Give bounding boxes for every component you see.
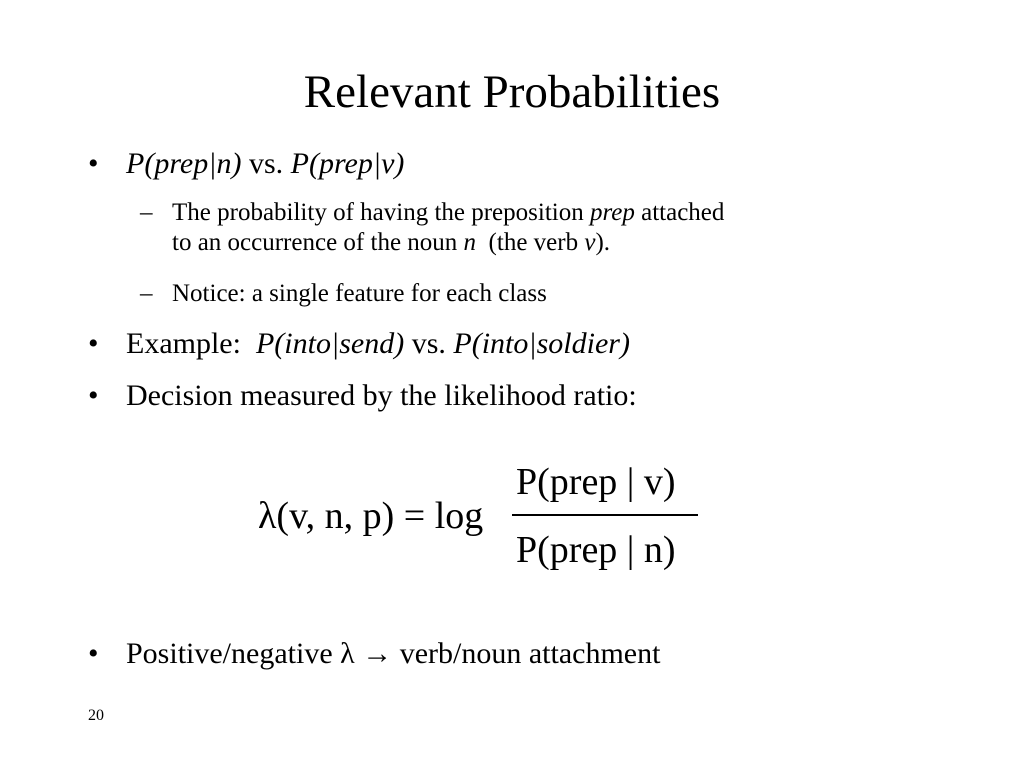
text-run: prep xyxy=(589,199,635,226)
text-run: vs. xyxy=(241,147,291,180)
bullet-marker: • xyxy=(88,637,99,670)
page-number: 20 xyxy=(88,707,104,724)
text-run: ). xyxy=(595,229,611,256)
text-run: v xyxy=(584,229,596,256)
formula-denominator: P(prep | n) xyxy=(516,529,676,571)
text-run: vs. xyxy=(404,327,454,360)
bullet-text xyxy=(126,636,660,672)
bullet-marker: • xyxy=(88,379,99,412)
text-run: Example: xyxy=(126,327,256,360)
text-run: The probability of having the preposition xyxy=(172,199,590,226)
formula-numerator: P(prep | v) xyxy=(516,461,676,503)
sub-bullet-marker: – xyxy=(140,280,153,307)
text-run: (the verb xyxy=(476,229,585,256)
text-run: verb/noun attachment xyxy=(392,637,661,670)
right-arrow-icon: → xyxy=(362,637,393,670)
bullet-marker: • xyxy=(88,147,99,180)
text-run: P(into|send) xyxy=(255,327,405,360)
bullet-text: Decision measured by the likelihood ratio: xyxy=(126,379,637,412)
sub-bullet-text xyxy=(172,279,547,309)
fraction-bar xyxy=(512,514,698,516)
text-run: Notice: a single feature for each class xyxy=(172,280,547,307)
formula-lhs: λ(v, n, p) = log xyxy=(258,495,484,537)
text-run: P(prep|n) xyxy=(126,147,242,180)
text-run: attached xyxy=(634,199,725,226)
text-run: Positive/negative λ xyxy=(126,637,363,670)
bullet-text xyxy=(126,146,404,182)
bullet-marker: • xyxy=(88,327,99,360)
sub-bullet-text xyxy=(172,198,724,258)
sub-bullet-marker: – xyxy=(140,199,153,226)
likelihood-ratio-formula xyxy=(258,456,718,576)
text-run: to an occurrence of the noun xyxy=(172,229,464,256)
text-run: P(prep|v) xyxy=(290,147,405,180)
text-run: n xyxy=(463,229,477,256)
slide-title: Relevant Probabilities xyxy=(303,66,721,118)
text-run: P(into|soldier) xyxy=(453,327,630,360)
bullet-text xyxy=(126,326,630,362)
